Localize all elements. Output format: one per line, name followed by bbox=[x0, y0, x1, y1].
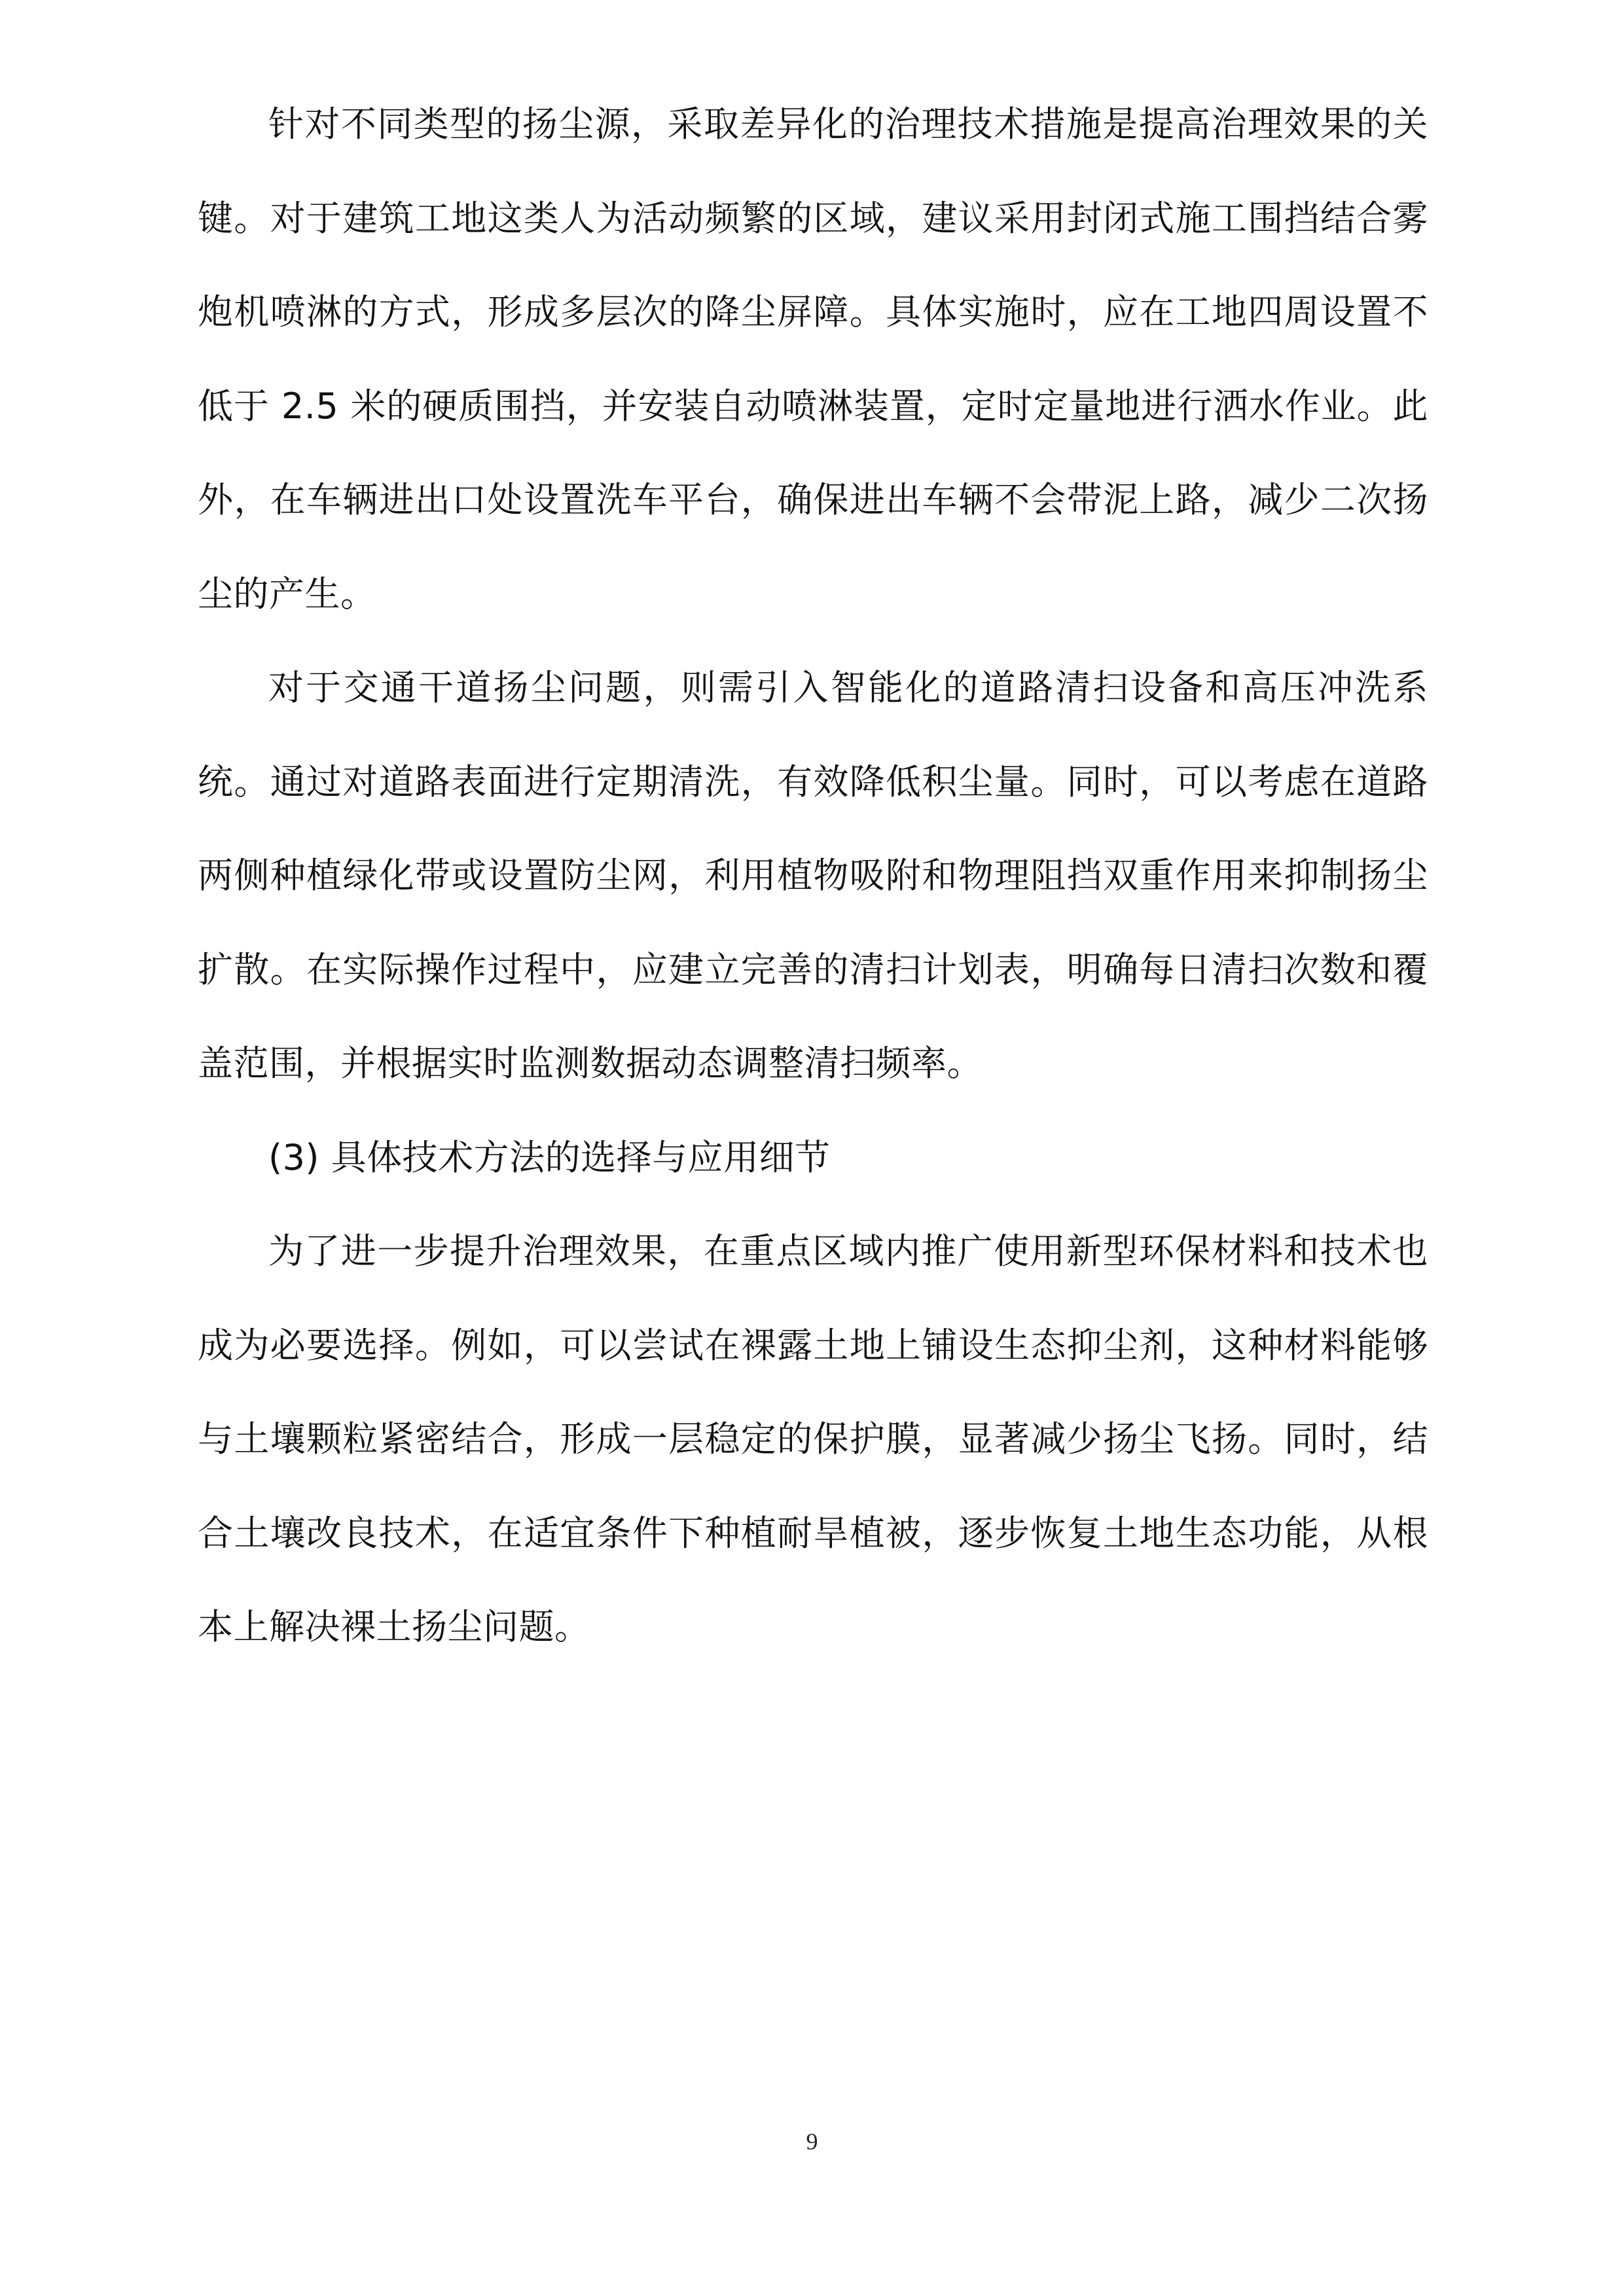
page-number: 9 bbox=[806, 2128, 818, 2155]
paragraph-traffic-road-dust: 对于交通干道扬尘问题，则需引入智能化的道路清扫设备和高压冲洗系统。通过对道路表面进行定期清洗，有效降低积尘量。同时，可以考虑在道路两侧种植绿化带或设置防尘网，利用植物吸附和物理阻挡双重作用来抑制扬尘扩散。在实际操作过程中，应建立完善的清扫计划表，明确每日清扫次数和覆盖范围，并根据实时监测数据动态调整清扫频率。 bbox=[198, 667, 1428, 1084]
paragraph-dust-source-measures: 针对不同类型的扬尘源，采取差异化的治理技术措施是提高治理效果的关键。对于建筑工地这类人为活动频繁的区域，建议采用封闭式施工围挡结合雾炮机喷淋的方式，形成多层次的降尘屏障。具体实施时，应在工地四周设置不低于 2.5 米的硬质围挡，并安装自动喷淋装置，定时定量地进行洒水作业。此外，在车辆进出口处设置洗车平台，确保进出车辆不会带泥上路，减少二次扬尘的产生。 bbox=[198, 103, 1428, 615]
paragraph-new-materials: 为了进一步提升治理效果，在重点区域内推广使用新型环保材料和技术也成为必要选择。例如，可以尝试在裸露土地上铺设生态抑尘剂，这种材料能够与土壤颗粒紧密结合，形成一层稳定的保护膜，显著减少扬尘飞扬。同时，结合土壤改良技术，在适宜条件下种植耐旱植被，逐步恢复土地生态功能，从根本上解决裸土扬尘问题。 bbox=[198, 1230, 1428, 1647]
section-heading: (3) 具体技术方法的选择与应用细节 bbox=[268, 1136, 831, 1178]
document-body bbox=[198, 77, 1428, 1674]
